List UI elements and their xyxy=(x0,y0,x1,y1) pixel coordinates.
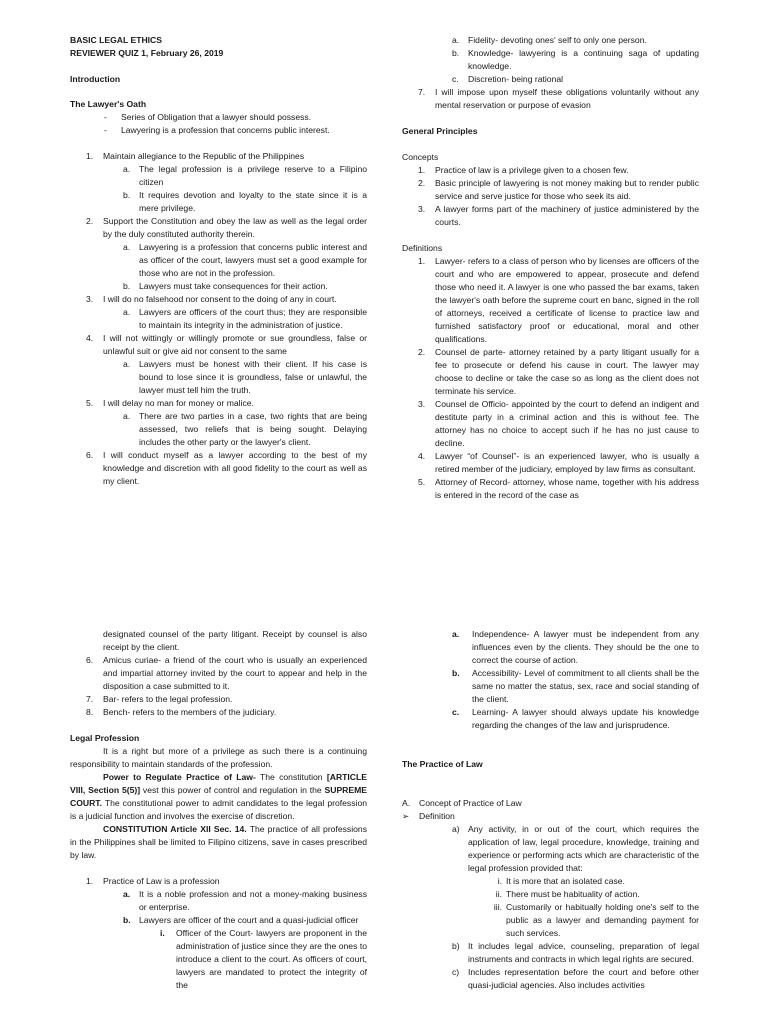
practice-definition-item: b) It includes legal advice, counseling, preparation of legal instruments and contracts in which legal rights are secured. xyxy=(452,941,699,964)
concept-item: 2. Basic principle of lawyering is not money making but to render public service and serve justice for those who seek its aid. xyxy=(418,178,699,201)
oath-heading: The Lawyer's Oath xyxy=(70,99,147,109)
roman-item: iii. Customarily or habitually holding one's self to the public as a lawyer and demanding payment for such services. xyxy=(493,902,699,938)
definition-continuation: designated counsel of the party litigant. Receipt by counsel is also receipt by the client. xyxy=(103,629,367,652)
legal-profession-heading: Legal Profession xyxy=(70,733,140,743)
oath-subitem: b. Knowledge- lawyering is a continuing saga of updating knowledge. xyxy=(452,48,699,71)
concept-item: 1. Practice of law is a privilege given to a chosen few. xyxy=(418,165,629,175)
practice-roman-item: i. Officer of the Court- lawyers are proponent in the administration of justice since they are the ones to introduce a client to the court. As officers of court, lawyers are mandated to protect the integrity of the xyxy=(160,928,367,990)
course-title: BASIC LEGAL ETHICS xyxy=(70,35,162,45)
oath-item: 4. I will not wittingly or willingly promote or sue groundless, false or unlawful suit or give aid nor consent to the same xyxy=(86,333,367,356)
oath-subitem: a. The legal profession is a privilege reserve to a Filipino citizen xyxy=(123,164,367,187)
oath-subitem: c. Discretion- being rational xyxy=(452,74,564,84)
oath-item: 3. I will do no falsehood nor consent to the doing of any in court. xyxy=(86,294,337,304)
definition-item: 5. Attorney of Record- attorney, whose name, together with his address is entered in the record of the case as xyxy=(418,477,699,500)
arrow-bullet-icon: ➢ xyxy=(402,811,410,821)
definition-item: 8. Bench- refers to the members of the judiciary. xyxy=(86,707,277,717)
general-principles-heading: General Principles xyxy=(402,126,478,136)
practice-definition-item: c) Includes representation before the court and before other quasi-judicial agencies. Also includes activities xyxy=(452,967,699,990)
right-column-page-1 xyxy=(402,34,699,502)
power-paragraph: Power to Regulate Practice of Law- The constitution [ARTICLE VIII, Section 5(5)] vest this power of control and regulation in the SUPREME COURT. The constitutional power to admit candidates to the legal profession is a judicial function and involves the exercise of discretion. xyxy=(70,772,367,821)
quiz-title: REVIEWER QUIZ 1, February 26, 2019 xyxy=(70,48,224,58)
roman-item: ii. There must be habituality of action. xyxy=(495,889,640,899)
oath-subitem: a. There are two parties in a case, two rights that are being assessed, two reliefs that is being sought. Delaying includes the other party or the lawyer's client. xyxy=(123,411,367,447)
oath-item: 2. Support the Constitution and obey the law as well as the legal order by the duly constituted authority therein. xyxy=(86,216,367,239)
practice-item: 1. Practice of Law is a profession xyxy=(86,876,220,886)
oath-subitem: b. Lawyers must take consequences for their action. xyxy=(123,281,328,291)
definitions-label: Definitions xyxy=(402,243,443,253)
oath-item: 7. I will impose upon myself these obligations voluntarily without any mental reservation or purpose of evasion xyxy=(418,87,699,110)
left-column-page-2 xyxy=(70,628,367,992)
concept-heading-item: A. Concept of Practice of Law xyxy=(402,798,522,808)
definition-item: 7. Bar- refers to the legal profession. xyxy=(86,694,233,704)
definition-item: 1. Lawyer- refers to a class of person who by licenses are officers of the court and who are empowered to appear, prosecute and defend those who need it. A lawyer is one who passed the bar exams, taken the lawyer's oath before the supreme court en banc, signed in the roll of attorneys, received a certificate of license to practice law and furnished satisfactory proof or educational, moral and other qualifications. xyxy=(418,256,699,344)
concept-item: 3. A lawyer forms part of the machinery of justice administered by the courts. xyxy=(418,204,699,227)
right-column-page-2 xyxy=(402,628,699,992)
definition-item: 6. Amicus curiae- a friend of the court who is usually an experienced and impartial attorney invited by the court to appear and help in the disposition a case submitted to it. xyxy=(86,655,367,691)
definition-item: 2. Counsel de parte- attorney retained by a party litigant usually for a fee to prosecute or defend his cause in court. The lawyer may choose to decline or take the case so as long as the client does not terminate his service. xyxy=(418,347,699,396)
oath-item: 6. I will conduct myself as a lawyer according to the best of my knowledge and discretion with all good fidelity to the court as well as my client. xyxy=(86,450,367,486)
concepts-label: Concepts xyxy=(402,152,439,162)
document-page-2 xyxy=(0,600,768,1024)
oath-subitem: a. Lawyers must be honest with their client. If his case is bound to lose since it is groundless, false or unlawful, the lawyer must tell him the truth. xyxy=(123,359,367,395)
bullet-item: - Series of Obligation that a lawyer should possess. xyxy=(104,112,312,122)
legal-profession-paragraph: It is a right but more of a privilege as such there is a continuing responsibility to maintain standards of the profession. xyxy=(70,746,367,769)
constitution-paragraph: CONSTITUTION Article XII Sec. 14. The practice of all professions in the Philippines shall be limited to Filipino citizens, save in cases prescribed by law. xyxy=(70,824,367,860)
roman-item: i. It is more that an isolated case. xyxy=(497,876,625,886)
definition-heading-item: ➢ Definition xyxy=(402,811,455,821)
practice-subitem: c. Learning- A lawyer should always update his knowledge regarding the changes of the law and jurisprudence. xyxy=(452,707,699,730)
practice-subitem: b. Lawyers are officer of the court and a quasi-judicial officer xyxy=(123,915,359,925)
oath-subitem: b. It requires devotion and loyalty to the state since it is a mere privilege. xyxy=(123,190,367,213)
definition-item: 3. Counsel de Officio- appointed by the court to defend an indigent and destitute party in a criminal action and this is without fee. The attorney has no choice to accept such if he has no just cause to decline. xyxy=(418,399,699,448)
definition-item: 4. Lawyer “of Counsel”- is an experienced lawyer, who is usually a retired member of the judiciary, employed by law firms as consultant. xyxy=(418,451,699,474)
oath-item: 1. Maintain allegiance to the Republic of the Philippines xyxy=(86,151,305,161)
oath-item: 5. I will delay no man for money or malice. xyxy=(86,398,254,408)
oath-subitem: a. Fidelity- devoting ones' self to only one person. xyxy=(452,35,647,45)
introduction-heading: Introduction xyxy=(70,74,121,84)
left-column-page-1 xyxy=(70,34,367,488)
practice-subitem: a. Independence- A lawyer must be independent from any influences even by the clients. They should be the one to correct the course of action. xyxy=(452,629,699,665)
practice-of-law-heading: The Practice of Law xyxy=(402,759,483,769)
oath-subitem: a. Lawyers are officers of the court thus; they are responsible to maintain its integrity in the administration of justice. xyxy=(123,307,367,330)
bullet-item: - Lawyering is a profession that concerns public interest. xyxy=(104,125,330,135)
practice-definition-item: a) Any activity, in or out of the court, which requires the application of law, legal procedure, knowledge, training and experience or performing acts which are characteristic of the legal profession provided that: xyxy=(452,824,699,873)
practice-subitem: b. Accessibility- Level of commitment to all clients shall be the same no matter the status, sex, race and social standing of the client. xyxy=(452,668,699,704)
oath-subitem: a. Lawyering is a profession that concerns public interest and as officer of the court, lawyers must set a good example for those who are not in the profession. xyxy=(123,242,367,278)
practice-subitem: a. It is a noble profession and not a money-making business or enterprise. xyxy=(123,889,367,912)
